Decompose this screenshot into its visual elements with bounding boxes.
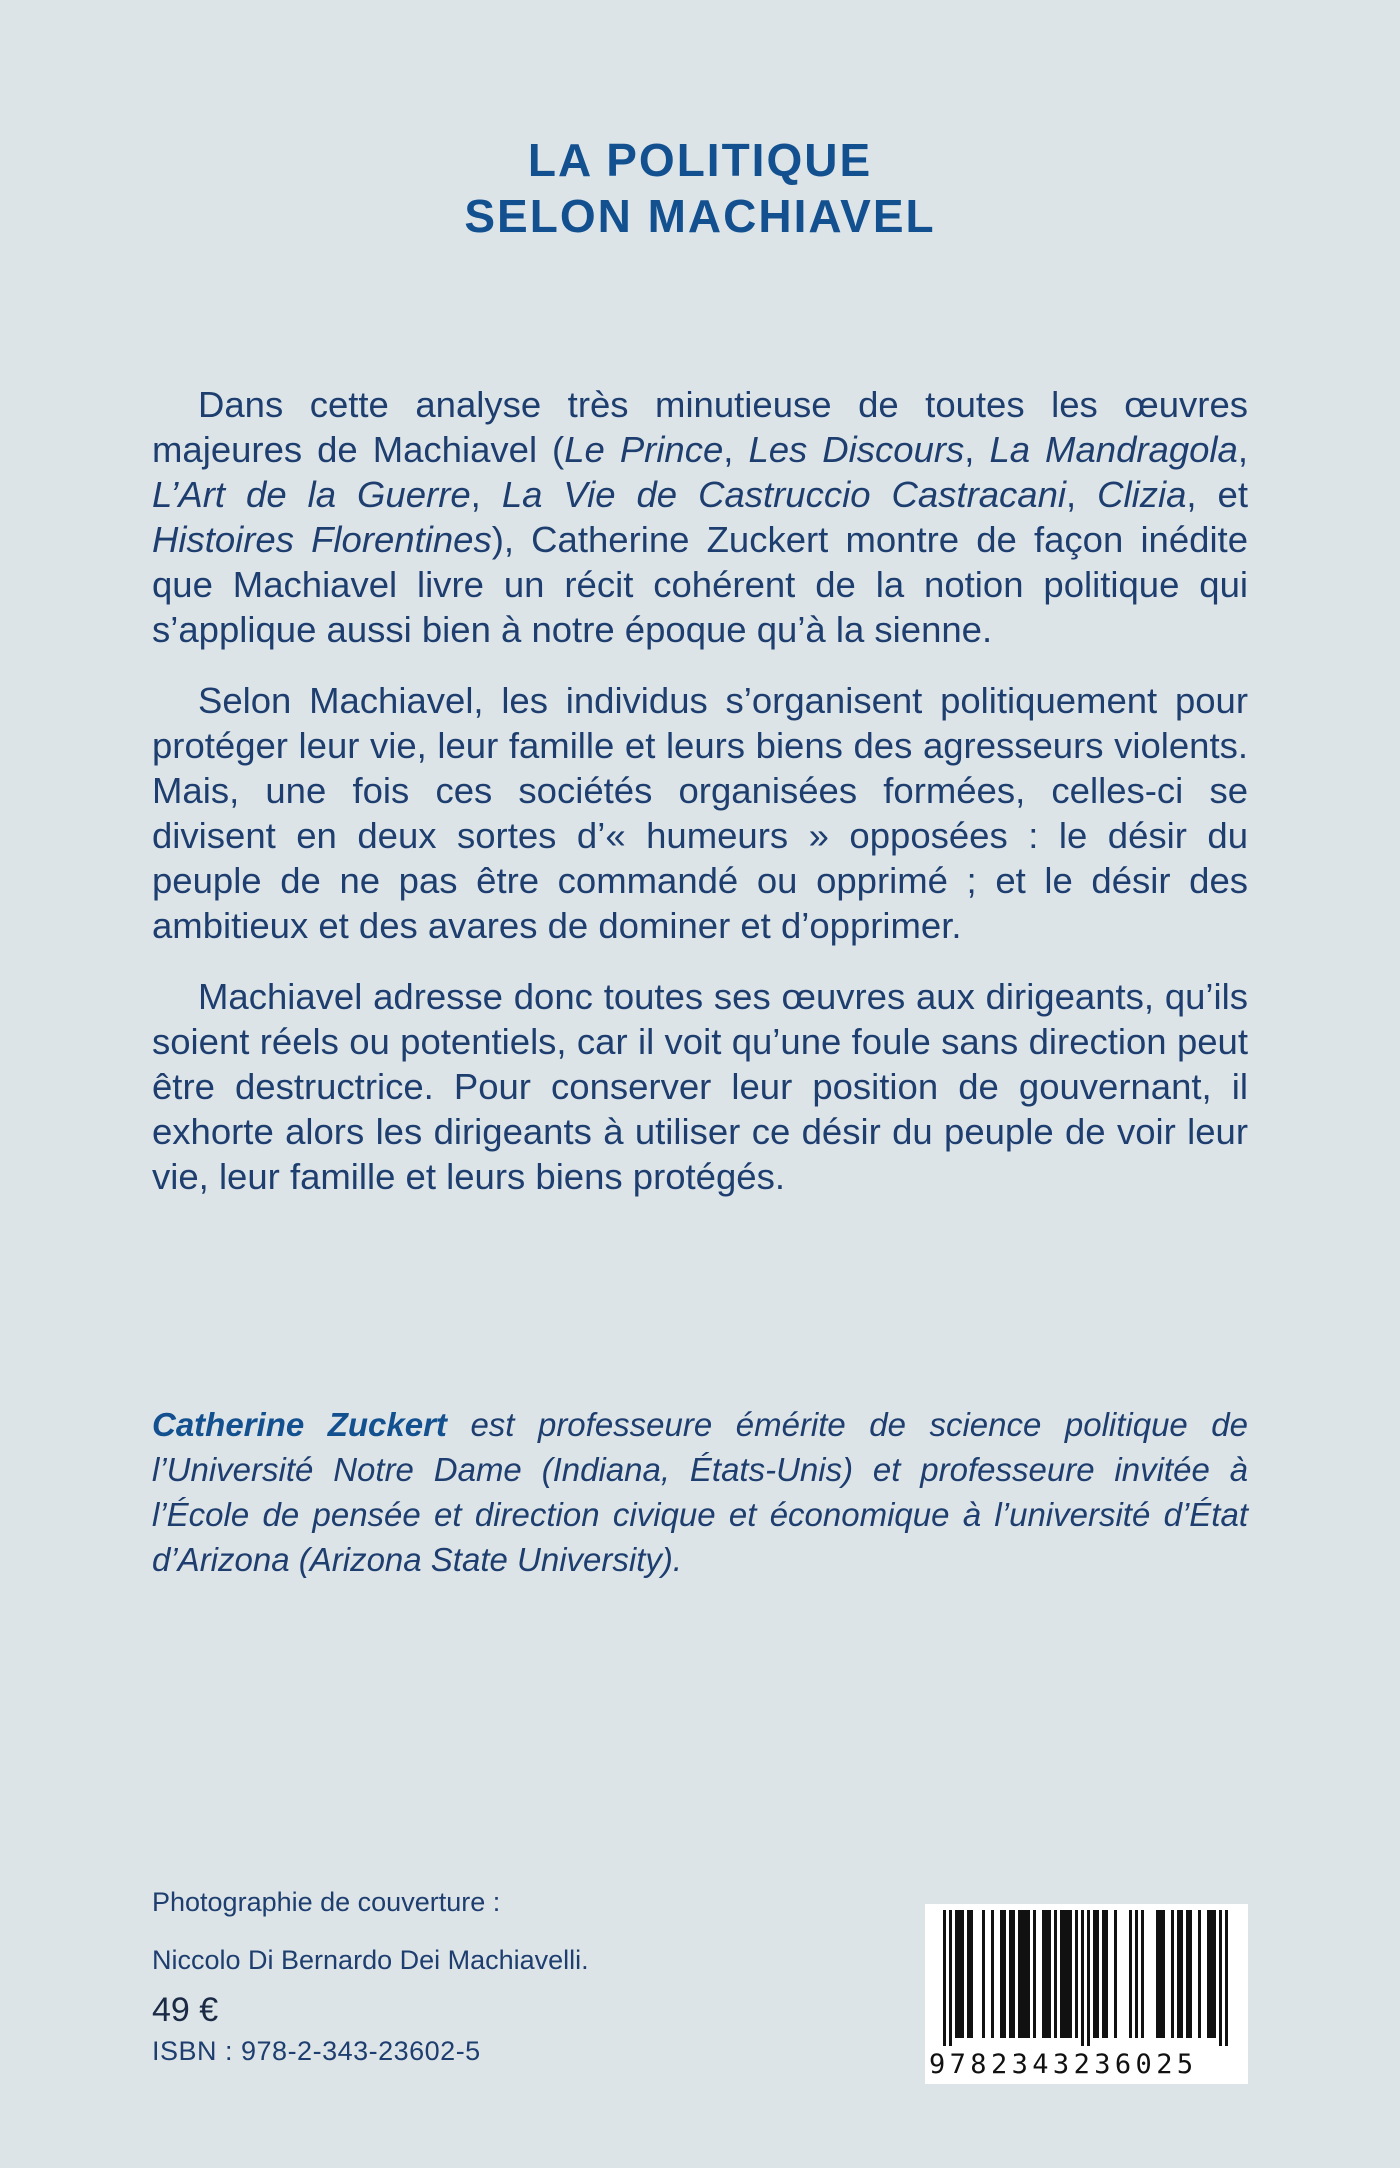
barcode-bar <box>961 1910 964 2038</box>
barcode <box>925 1904 1248 2084</box>
barcode-bar <box>958 1910 961 2038</box>
photo-credit-label: Photographie de couverture : <box>152 1887 501 1917</box>
summary-paragraph-3: Machiavel adresse donc toutes ses œuvres aux dirigeants, qu’ils soient réels ou potentiels, car il voit qu’une foule sans direction peut être destructrice. Pour conserver leur position de gouvernant, il exhorte alors les dirigeants à utiliser ce désir du peuple de voir leur vie, leur famille et leurs biens protégés. <box>152 976 1248 1197</box>
barcode-bars <box>925 1904 1248 2046</box>
barcode-bar <box>1114 1910 1117 2038</box>
barcode-bar <box>1054 1910 1057 2038</box>
work-title: L’Art de la Guerre <box>152 474 471 515</box>
barcode-bar <box>1063 1910 1066 2038</box>
barcode-bar <box>1060 1910 1063 2038</box>
barcode-bar <box>1102 1910 1105 2038</box>
book-title <box>0 132 1400 244</box>
barcode-bar <box>1069 1910 1072 2038</box>
work-title: Le Prince <box>564 429 724 470</box>
barcode-bar <box>1000 1910 1003 2038</box>
barcode-bar <box>1018 1910 1021 2038</box>
barcode-bar <box>955 1910 958 2038</box>
photo-credit-name: Niccolo Di Bernardo Dei Machiavelli. <box>152 1945 589 1975</box>
barcode-bar <box>1186 1910 1189 2038</box>
barcode-bar <box>1042 1910 1045 2038</box>
barcode-bar <box>1213 1910 1216 2038</box>
barcode-bar <box>1171 1910 1174 2038</box>
author-bio-text: est professeure émérite de science politique de l’Université Notre Dame (Indiana, États-Unis) et professeure invitée à l’École de pensée et direction civique et économique à l’université d’État d’Arizona (Arizona State University). <box>152 1406 1248 1578</box>
work-title: Les Discours <box>748 429 965 470</box>
summary-paragraph-1: Dans cette analyse très minutieuse de toutes les œuvres majeures de Machiavel (Le Prince, Les Discours, La Mandragola, L’Art de la Guerre, La Vie de Castruccio Castracani, Clizia, et Histoires Florentines), Catherine Zuckert montre de façon inédite que Machiavel livre un récit cohérent de la notion politique qui s’applique aussi bien à notre époque qu’à la sienne. <box>152 384 1249 650</box>
barcode-bar <box>1210 1910 1213 2038</box>
barcode-bar <box>1177 1910 1180 2038</box>
barcode-digits: 9782343236025 <box>929 2049 1198 2080</box>
barcode-bar <box>1024 1910 1027 2038</box>
work-title: La Mandragola <box>989 429 1238 470</box>
barcode-bar <box>1189 1910 1192 2038</box>
barcode-bar <box>1087 1910 1090 2046</box>
barcode-bar <box>1066 1910 1069 2038</box>
barcode-bar <box>1096 1910 1099 2038</box>
barcode-bar <box>991 1910 994 2038</box>
photo-credits <box>152 1873 589 1989</box>
barcode-bar <box>1162 1910 1165 2038</box>
author-bio <box>152 1402 1248 1582</box>
barcode-bar <box>1159 1910 1162 2038</box>
summary-paragraph-2: Selon Machiavel, les individus s’organisent politiquement pour protéger leur vie, leur famille et leurs biens des agresseurs violents. Mais, une fois ces sociétés organisées formées, celles-ci se divisent en deux sortes d’« humeurs » opposées : le désir du peuple de ne pas être commandé ou opprimé ; et le désir des ambitieux et des avares de dominer et d’opprimer. <box>152 680 1248 946</box>
barcode-bar <box>1081 1910 1084 2046</box>
barcode-bar <box>982 1910 985 2038</box>
barcode-bar <box>1075 1910 1078 2038</box>
work-title: Histoires Florentines <box>152 519 492 560</box>
barcode-bar <box>967 1910 970 2038</box>
barcode-bar <box>1021 1910 1024 2038</box>
p1-rest: ), Catherine Zuckert montre de façon inédite que Machiavel livre un récit cohérent de la notion politique qui s’applique aussi bien à notre époque qu’à la sienne. <box>152 519 1249 650</box>
barcode-bar <box>1207 1910 1210 2038</box>
barcode-bar <box>1180 1910 1183 2038</box>
barcode-bar <box>1003 1910 1006 2038</box>
price: 49 € <box>152 1991 219 2029</box>
barcode-bar <box>1009 1910 1012 2038</box>
barcode-bar <box>1093 1910 1096 2038</box>
barcode-bar <box>1135 1910 1138 2038</box>
title-line-2: SELON MACHIAVEL <box>464 190 936 242</box>
barcode-bar <box>1141 1910 1144 2038</box>
barcode-bar <box>1012 1910 1015 2038</box>
barcode-bar <box>1033 1910 1036 2038</box>
barcode-bar <box>1198 1910 1201 2038</box>
barcode-bar <box>970 1910 973 2038</box>
isbn: ISBN : 978-2-343-23602-5 <box>152 2036 481 2066</box>
summary-text <box>152 382 1248 1225</box>
author-name: Catherine Zuckert <box>152 1406 447 1443</box>
work-title: Clizia <box>1097 474 1187 515</box>
barcode-bar <box>1027 1910 1030 2038</box>
barcode-bar <box>1105 1910 1108 2038</box>
barcode-bar <box>1225 1910 1228 2046</box>
barcode-bar <box>1045 1910 1048 2038</box>
p1-and: et <box>1217 474 1248 515</box>
barcode-bar <box>1156 1910 1159 2038</box>
barcode-bar <box>1048 1910 1051 2038</box>
barcode-bar <box>949 1910 952 2046</box>
barcode-bar <box>1219 1910 1222 2046</box>
title-line-1: LA POLITIQUE <box>527 134 873 186</box>
work-title: La Vie de Castruccio Castracani <box>501 474 1066 515</box>
barcode-bar <box>1129 1910 1132 2038</box>
barcode-bar <box>943 1910 946 2046</box>
p1-intro: Dans cette analyse très minutieuse de toutes les œuvres majeures de Machiavel ( <box>152 384 1248 470</box>
